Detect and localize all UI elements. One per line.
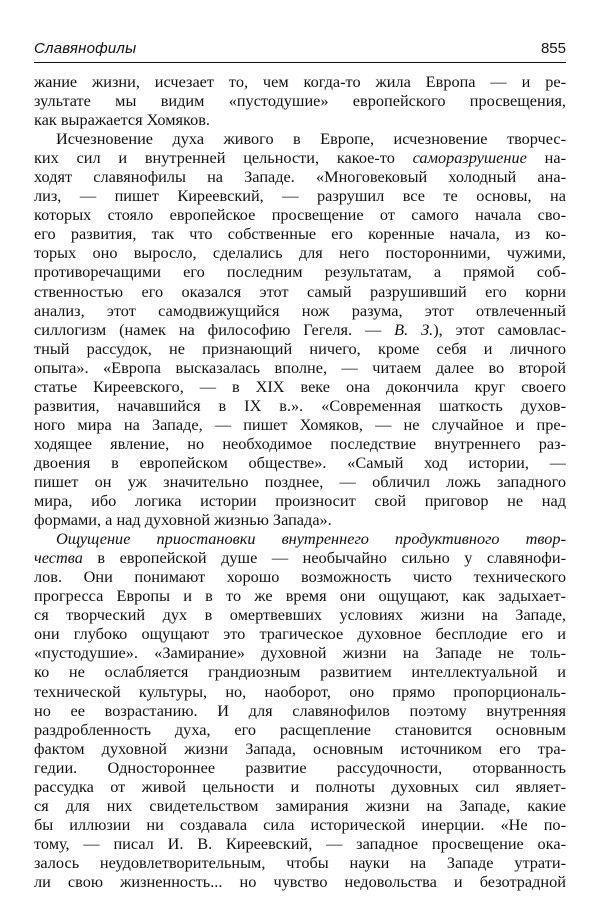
text-line [34, 243, 566, 262]
text-line [34, 777, 566, 796]
text-line [34, 339, 566, 358]
line-text: ли свою жизненность... но чувство недовольства и безотрадной [34, 871, 566, 891]
line-text: ся для них свидетельством замирания жизни на Западе, какие [34, 795, 566, 815]
text-line [34, 624, 566, 643]
text-line [34, 853, 566, 872]
text-line [34, 453, 566, 472]
text-line [34, 186, 566, 205]
emphasis-text: В. З. [394, 319, 434, 339]
text-line [34, 682, 566, 701]
text-line [34, 148, 566, 167]
text-line [34, 796, 566, 815]
line-text: ходят славянофилы на Западе. «Многовековый холодный ана- [34, 167, 566, 187]
text-line [34, 262, 566, 281]
line-text: рассудка от живой цельности и полноты духовных сил являет- [34, 776, 566, 796]
text-line [34, 72, 566, 91]
line-text: формами, а над духовной жизнью Запада». [34, 510, 332, 530]
line-text: они глубоко ощущают это трагическое духовное бесплодие его и [34, 624, 566, 644]
line-text: на- [526, 148, 566, 168]
line-text: ), этот самовлас- [433, 319, 566, 339]
line-text: тому, — писал И. В. Киреевский, — западное просвещение ока- [34, 833, 566, 853]
text-line [34, 301, 566, 320]
emphasis-text: чества [34, 548, 83, 568]
line-text: жание жизни, исчезает то, чем когда-то жила Европа — и ре- [34, 72, 566, 91]
text-line [34, 720, 566, 739]
line-text: технической культуры, но, наоборот, оно прямо пропорциональ- [34, 681, 566, 701]
text-line [34, 529, 566, 548]
line-text: как выражается Хомяков. [34, 110, 211, 130]
line-text: но ее возрастанию. И для славянофилов поэтому внутренняя [34, 700, 566, 720]
line-text: торых оно выросло, сделались для него посторонними, чужими, [34, 243, 566, 263]
text-line [34, 739, 566, 758]
text-line [34, 129, 566, 148]
text-line [34, 605, 566, 624]
text-line [34, 415, 566, 434]
line-text: противоречащими его последним результатам, а прямой соб- [34, 262, 566, 282]
line-text: анализ, этот самодвижущийся нож разума, этот отвлеченный [34, 300, 566, 320]
text-line [34, 758, 566, 777]
text-line [34, 815, 566, 834]
text-line [34, 643, 566, 662]
text-line [34, 282, 566, 301]
line-text: опыта». «Европа высказалась вполне, — читаем далее во второй [34, 357, 566, 377]
text-line [34, 91, 566, 110]
text-line [34, 662, 566, 681]
line-text: его развития, так что собственные его коренные начала, из ко- [34, 224, 566, 244]
line-text: зультате мы видим «пустодушие» европейского просвещения, [34, 91, 566, 111]
line-text: тный рассудок, не признающий ничего, кроме себя и личного [34, 338, 566, 358]
line-text: гедии. Одностороннее развитие рассудочности, оторванность [34, 757, 566, 777]
text-line [34, 701, 566, 720]
text-line [34, 320, 566, 339]
line-text: раздробленность духа, его расщепление становится основным [34, 719, 566, 739]
line-text: Исчезновение духа живого в Европе, исчезновение творчес- [56, 129, 566, 149]
line-text: ного мира на Западе, — пишет Хомяков, — не случайное и пре- [34, 414, 566, 434]
line-text: лиз, — пишет Киреевский, — разрушил все те основы, на [34, 186, 566, 206]
line-text: залось неудовлетворительным, чтобы науки на Западе утрати- [34, 852, 566, 872]
line-text: развития, начавшийся в IX в.». «Современная шаткость духов- [34, 395, 566, 415]
line-text: двоения в европейском обществе». «Самый ход истории, — [34, 452, 566, 472]
header-rule [34, 62, 566, 63]
text-line [34, 205, 566, 224]
page-number: 855 [540, 40, 566, 57]
emphasis-text: саморазрушение [412, 148, 527, 168]
line-text: ственностью его оказался этот самый разрушивший его корни [34, 281, 566, 301]
text-line [34, 224, 566, 243]
line-text: фактом духовной жизни Запада, основным источником его тра- [34, 738, 566, 758]
line-text: мира, ибо логика истории произносит свой приговор не над [34, 491, 566, 511]
line-text: ко не ослабляется грандиозным развитием интеллектуальной и [34, 662, 566, 682]
line-text: «пустодушие». «Замирание» духовной жизни на Западе не толь- [34, 643, 566, 663]
line-text: статье Киреевского, — в XIX веке она докончила круг своего [34, 376, 566, 396]
text-line [34, 491, 566, 510]
text-line [34, 434, 566, 453]
text-line [34, 548, 566, 567]
text-line [34, 358, 566, 377]
line-text: которых стояло европейское просвещение от самого начала сво- [34, 205, 566, 225]
line-text: ких сил и внутренней цельности, какое-то [34, 148, 413, 168]
line-text: ся творческий дух в омертвевших условиях жизни на Западе, [34, 605, 566, 625]
text-line [34, 510, 566, 529]
text-line [34, 110, 566, 129]
text-line [34, 472, 566, 491]
line-text: прогресса Европы и в то же время они ощущают, как задыхает- [34, 586, 566, 606]
line-text: в европейской душе — необычайно сильно у славянофи- [82, 548, 566, 568]
line-text: ходящее явление, но необходимое последствие внутреннего раз- [34, 433, 566, 453]
text-line [34, 377, 566, 396]
emphasis-text: Ощущение приостановки внутреннего продуктивного твор- [56, 529, 566, 549]
text-line [34, 586, 566, 605]
running-head [34, 40, 566, 60]
running-title: Славянофилы [34, 40, 137, 57]
line-text: силлогизм (намек на философию Гегеля. — [34, 319, 395, 339]
text-line [34, 167, 566, 186]
text-line [34, 396, 566, 415]
line-text: лов. Они понимают хорошо возможность чисто технического [34, 567, 566, 587]
text-line [34, 872, 566, 891]
text-line [34, 834, 566, 853]
line-text: бы иллюзии ни создавала сила исторической инерции. «Не по- [34, 814, 566, 834]
text-line [34, 567, 566, 586]
body-text [34, 72, 566, 891]
line-text: пишет он уж значительно позднее, — обличил ложь западного [34, 471, 566, 491]
